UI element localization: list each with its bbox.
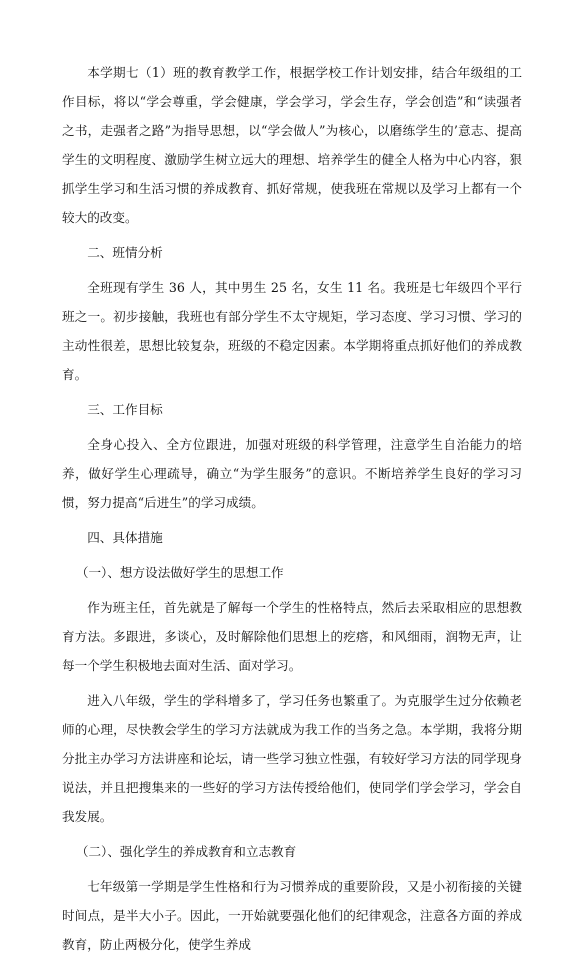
section-heading-measures: 四、具体措施 <box>87 530 163 545</box>
habit-education-paragraph: 七年级第一学期是学生性格和行为习惯养成的重要阶段，又是小初衔接的关键时间点，是半大小子。因此，一开始就要强化他们的纪律观念，注意各方面的养成教育，防止两极分化，使学生养成 <box>62 879 522 952</box>
section-heading-class-analysis: 二、班情分析 <box>87 245 163 260</box>
class-analysis-paragraph: 全班现有学生 36 人，其中男生 25 名，女生 11 名。我班是七年级四个平行班之一。初步接触，我班也有部分学生不太守规矩，学习态度、学习习惯、学习的主动性很差，思想比较复杂，班级的不稳定因素。本学期将重点抓好他们的养成教育。 <box>62 280 522 382</box>
section-heading-work-goals: 三、工作目标 <box>87 402 163 417</box>
work-goals-paragraph: 全身心投入、全方位跟进，加强对班级的科学管理，注意学生自治能力的培养，做好学生心理疏导，确立“为学生服务”的意识。不断培养学生良好的学习习惯，努力提高“后进生”的学习成绩。 <box>62 437 522 510</box>
subheading-habit-education: （二）、强化学生的养成教育和立志教育 <box>75 844 297 859</box>
subheading-thought-work: （一）、想方设法做好学生的思想工作 <box>75 565 284 580</box>
study-methods-paragraph: 进入八年级，学生的学科增多了，学习任务也繁重了。为克服学生过分依赖老师的心理，尽快教会学生的学习方法就成为我工作的当务之急。本学期，我将分期分批主办学习方法讲座和论坛，请一些学习独立性强，有较好学习方法的同学现身说法，并且把搜集来的一些好的学习方法传授给他们，使同学们学会学习，学会自我发展。 <box>62 693 522 824</box>
thought-work-paragraph: 作为班主任，首先就是了解每一个学生的性格特点，然后去采取相应的思想教育方法。多跟进，多谈心，及时解除他们思想上的疙瘩，和风细雨，润物无声，让每一个学生积极地去面对生活、面对学习。 <box>62 600 522 673</box>
intro-paragraph: 本学期七（1）班的教育教学工作，根据学校工作计划安排，结合年级组的工作目标，将以“学会尊重，学会健康，学会学习，学会生存，学会创造”和“读强者之书，走强者之路”为指导思想，以“学会做人”为核心，以磨练学生的’意志、提高学生的文明程度、激励学生树立远大的理想、培养学生的健全人格为中心内容，狠抓学生学习和生活习惯的养成教育、抓好常规，使我班在常规以及学习上都有一个较大的改变。 <box>62 65 522 225</box>
